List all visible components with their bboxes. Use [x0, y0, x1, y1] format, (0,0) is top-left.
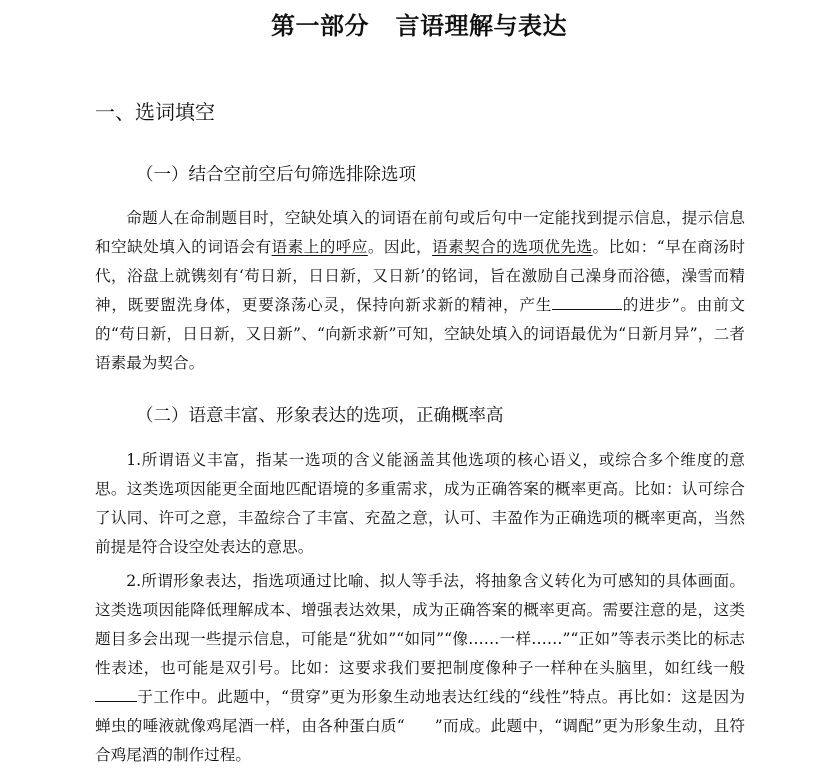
paragraph-text: 于工作中。此题中，“贯穿”更为形象生动地表达红线的“线性”特点。再比如：这是因为蝉虫的唾液就像鸡尾酒一样，由各种蛋白质“: [95, 688, 745, 735]
fill-blank: [95, 685, 137, 702]
paragraph-text: 的进步”。由前文的“苟日新，日日新，又日新”、“向新求新”可知，空缺处填入的词语最优为“日新月异”，二者语素最为契合。: [95, 296, 745, 372]
paragraph-vivid-expression: [95, 567, 745, 770]
paragraph-text: ”而成。此题中，“调配”更为形象生动，且符合鸡尾酒的制作过程。: [95, 717, 745, 764]
paragraph-text: 2.所谓形象表达，指选项通过比喻、拟人等手法，将抽象含义转化为可感知的具体画面。这类选项因能降低理解成本、增强表达效果，成为正确答案的概率更高。需要注意的是，这类题目多会出现一些提示信息，可能是“犹如”“如同”“像……一样……”“正如”等表示类比的标志性表述，也可能是双引号。比如：这要求我们要把制度像种子一样种在头脑里，如红线一般: [95, 572, 745, 677]
underlined-phrase: 语素上的呼应: [271, 238, 368, 256]
subsection-heading-2: （二）语意丰富、形象表达的选项，正确概率高: [136, 406, 504, 426]
subsection-heading-1: （一）结合空前空后句筛选排除选项: [136, 165, 416, 185]
fill-blank: [552, 293, 622, 310]
underlined-phrase: 语素契合的选项优先选: [432, 238, 593, 256]
paragraph-rich-meaning: 1.所谓语义丰富，指某一选项的含义能涵盖其他选项的核心语义，或综合多个维度的意思。这类选项因能更全面地匹配语境的多重需求，成为正确答案的概率更高。比如：认可综合了认同、许可之意，丰盈综合了丰富、充盈之意，认可、丰盈作为正确选项的概率更高，当然前提是符合设空处表达的意思。: [95, 451, 745, 556]
fill-blank: [405, 715, 435, 731]
paragraph-context-clues: [95, 204, 745, 378]
paragraph-text: 。比如：“早在商汤时代，浴盘上就镌刻有‘苟日新，日日新，又日新’的铭词，旨在激励自己澡身而浴德，澡雪而精神，既要盥洗身体，更要涤荡心灵，保持向新求新的精神，产生: [95, 238, 745, 314]
page-title: 第一部分 言语理解与表达: [270, 12, 568, 40]
section-heading-word-fill: 一、选词填空: [95, 100, 215, 124]
paragraph-text: 。因此，: [367, 238, 433, 256]
paragraph-text: 命题人在命制题目时，空缺处填入的词语在前句或后句中一定能找到提示信息，提示信息和空缺处填入的词语会有: [95, 209, 745, 256]
